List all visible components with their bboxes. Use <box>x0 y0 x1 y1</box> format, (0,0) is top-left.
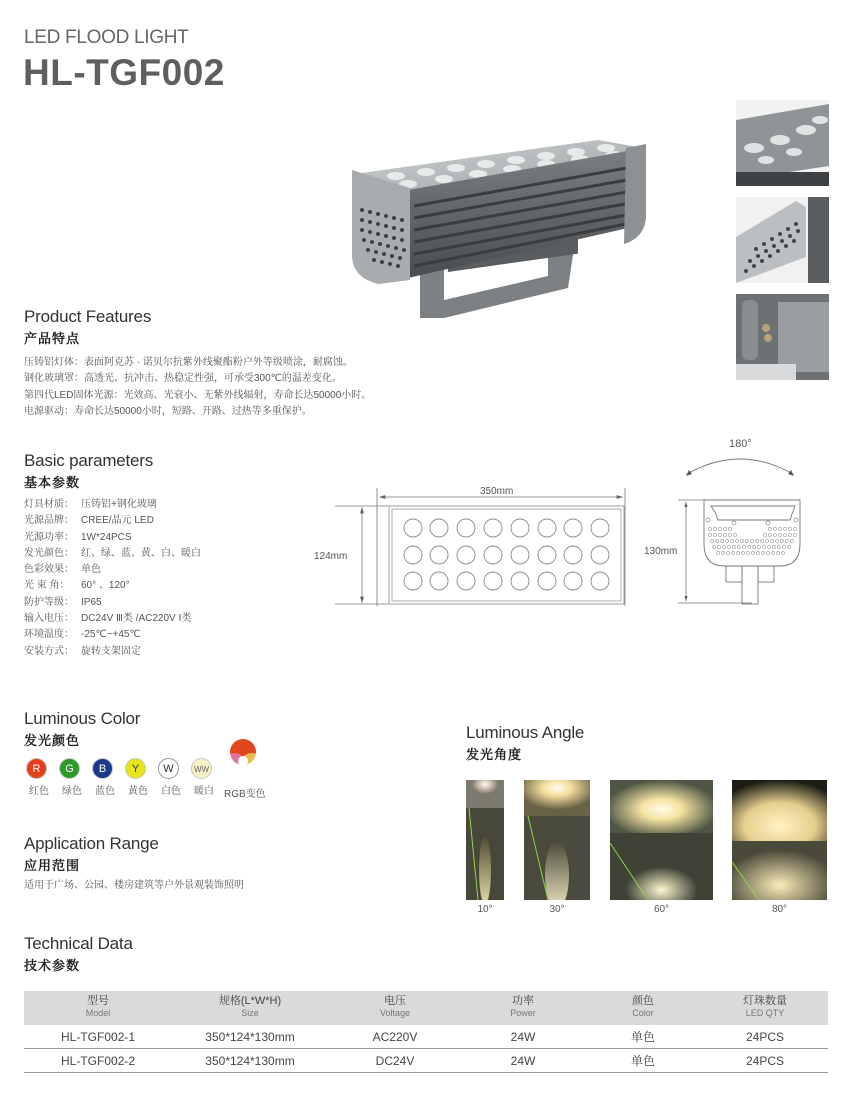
features-section <box>24 307 371 421</box>
color-swatches <box>24 758 219 797</box>
application-text: 适用于广场、公园、楼房建筑等户外景观装饰照明 <box>24 880 244 891</box>
param-row: 色彩效果： 单色 <box>24 564 101 576</box>
feature-line: 电源驱动：寿命长达50000小时，短路、开路、过热等多重保护。 <box>24 406 312 418</box>
beam-10-photo <box>466 780 504 900</box>
color-swatch-white: W 白色 <box>156 758 186 797</box>
height-dimension-label: 124mm <box>314 551 348 562</box>
column-header-voltage: 电压 Voltage <box>379 995 411 1018</box>
beam-30-photo <box>524 780 590 900</box>
column-header-power: 功率 Power <box>510 995 536 1018</box>
red-dot-icon: R <box>26 758 47 779</box>
green-dot-icon: G <box>59 758 80 779</box>
width-dimension-label: 350mm <box>480 486 514 497</box>
technical-data-table <box>24 991 828 1073</box>
thumbnail-bracket-detail <box>736 294 829 380</box>
feature-line: 压铸铝灯体：表面阿克苏 · 诺贝尔抗紫外线聚酯粉户外等级喷涂，耐腐蚀。 <box>24 357 353 368</box>
luminous-color-section <box>24 709 140 749</box>
param-row: 安装方式： 旋转支架固定 <box>24 645 141 657</box>
basic-title-cn: 基本参数 <box>24 475 81 490</box>
column-header-color: 颜色 Color <box>632 995 654 1018</box>
basic-title-en: Basic parameters <box>24 451 154 470</box>
column-header-led-qty: 灯珠数量 LED QTY <box>743 995 787 1018</box>
table-header-row <box>24 991 828 1025</box>
beam-80-photo <box>732 780 827 900</box>
color-title-cn: 发光颜色 <box>24 733 81 748</box>
thumbnail-lens-detail <box>736 100 829 186</box>
angle-title-cn: 发光角度 <box>466 747 523 762</box>
rotation-angle-label: 180° <box>729 438 752 450</box>
front-dimension-drawing <box>314 480 630 610</box>
table-row: HL-TGF002-2 350*124*130mm DC24V 24W 单色 24PCS <box>24 1049 828 1073</box>
technical-title-en: Technical Data <box>24 934 133 953</box>
table-row: HL-TGF002-1 350*124*130mm AC220V 24W 单色 24PCS <box>24 1025 828 1049</box>
beam-10-label: 10° <box>477 904 493 915</box>
features-title-en: Product Features <box>24 307 152 326</box>
param-row: 灯具材质： 压铸铝+钢化玻璃 <box>24 499 157 510</box>
beam-60-label: 60° <box>653 904 670 915</box>
color-swatch-green: G 绿色 <box>57 758 87 797</box>
product-category: LED FLOOD LIGHT <box>24 27 189 48</box>
beam-30-label: 30° <box>549 904 565 915</box>
yellow-dot-icon: Y <box>125 758 146 779</box>
side-dimension-drawing <box>640 436 830 611</box>
blue-dot-icon: B <box>92 758 113 779</box>
beam-60-photo <box>610 780 713 900</box>
color-swatch-yellow: Y 黄色 <box>123 758 153 797</box>
beam-80-label: 80° <box>771 904 788 915</box>
param-row: 光 束 角： 60° 、120° <box>24 580 130 592</box>
color-swatch-blue: B 蓝色 <box>90 758 120 797</box>
luminous-angle-section <box>466 723 584 763</box>
technical-title-cn: 技术参数 <box>24 958 81 973</box>
white-dot-icon: W <box>158 758 179 779</box>
param-row: 光源功率： 1W*24PCS <box>24 531 132 543</box>
column-header-size: 规格(L*W*H) Size <box>218 995 282 1018</box>
application-section <box>24 834 244 894</box>
product-model-title: HL-TGF002 <box>23 52 225 93</box>
angle-title-en: Luminous Angle <box>466 723 585 742</box>
param-row: 发光颜色： 红、绿、蓝、黄、白、暖白 <box>24 547 201 559</box>
param-row: 环境温度： -25℃~+45℃ <box>24 629 141 641</box>
application-title-en: Application Range <box>24 834 159 853</box>
application-title-cn: 应用范围 <box>24 858 81 873</box>
technical-section <box>24 934 133 974</box>
features-title-cn: 产品特点 <box>24 331 81 346</box>
product-image <box>348 118 648 328</box>
color-swatch-red: R 红色 <box>24 758 54 797</box>
rgb-venn-icon <box>220 737 266 781</box>
column-header-model: 型号 Model <box>85 995 111 1018</box>
rgb-label: RGB变色 <box>224 789 266 800</box>
feature-line: 第四代LED固体光源：光效高、光衰小、无紫外线辐射，寿命长达50000小时。 <box>24 389 372 401</box>
param-row: 输入电压： DC24V Ⅲ类 /AC220V Ⅰ类 <box>24 613 192 625</box>
param-row: 防护等级： IP65 <box>24 596 102 608</box>
color-title-en: Luminous Color <box>24 709 141 728</box>
feature-line: 钢化玻璃罩：高透光、抗冲击、热稳定性强，可承受300℃的温差变化。 <box>24 373 342 385</box>
basic-params-section <box>24 451 201 660</box>
thumbnail-endcap-detail <box>736 197 829 283</box>
side-height-label: 130mm <box>644 546 678 557</box>
color-swatch-warm-white: WW 暖白 <box>189 758 219 797</box>
warm-white-dot-icon: WW <box>191 758 212 779</box>
param-row: 光源品牌： CREE/晶元 LED <box>24 515 154 527</box>
